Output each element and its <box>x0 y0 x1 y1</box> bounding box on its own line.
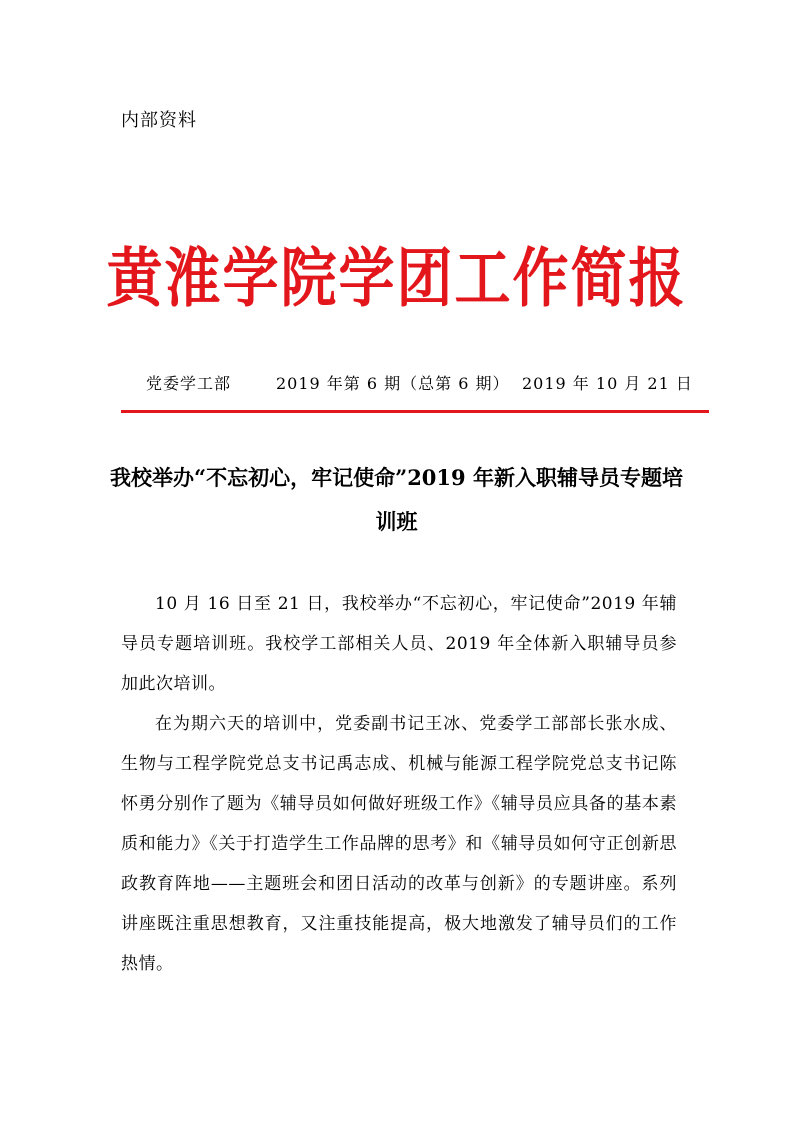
red-divider <box>121 410 709 413</box>
article-paragraph: 在为期六天的培训中，党委副书记王冰、党委学工部部长张水成、生物与工程学院党总支书记禹志成、机械与能源工程学院党总支书记陈怀勇分别作了题为《辅导员如何做好班级工作》《辅导员应具备的基本素质和能力》《关于打造学生工作品牌的思考》和《辅导员如何守正创新思政教育阵地——主题班会和团日活动的改革与创新》的专题讲座。系列讲座既注重思想教育，又注重技能提高，极大地激发了辅导员们的工作热情。 <box>121 714 677 974</box>
article-body <box>121 584 677 984</box>
article-paragraph: 10 月 16 日至 21 日，我校举办“不忘初心，牢记使命”2019 年辅导员专题培训班。我校学工部相关人员、2019 年全体新入职辅导员参加此次培训。 <box>121 594 677 694</box>
issue-date: 2019 年 10 月 21 日 <box>522 374 693 393</box>
masthead-title: 黄淮学院学团工作简报 <box>106 242 687 317</box>
issue-number: 2019 年第 6 期（总第 6 期） <box>276 374 510 393</box>
issue-line <box>146 371 693 394</box>
internal-material-label: 内部资料 <box>121 110 197 131</box>
issuing-department: 党委学工部 <box>146 374 232 393</box>
article-title: 我校举办“不忘初心，牢记使命”2019 年新入职辅导员专题培训班 <box>110 465 683 534</box>
